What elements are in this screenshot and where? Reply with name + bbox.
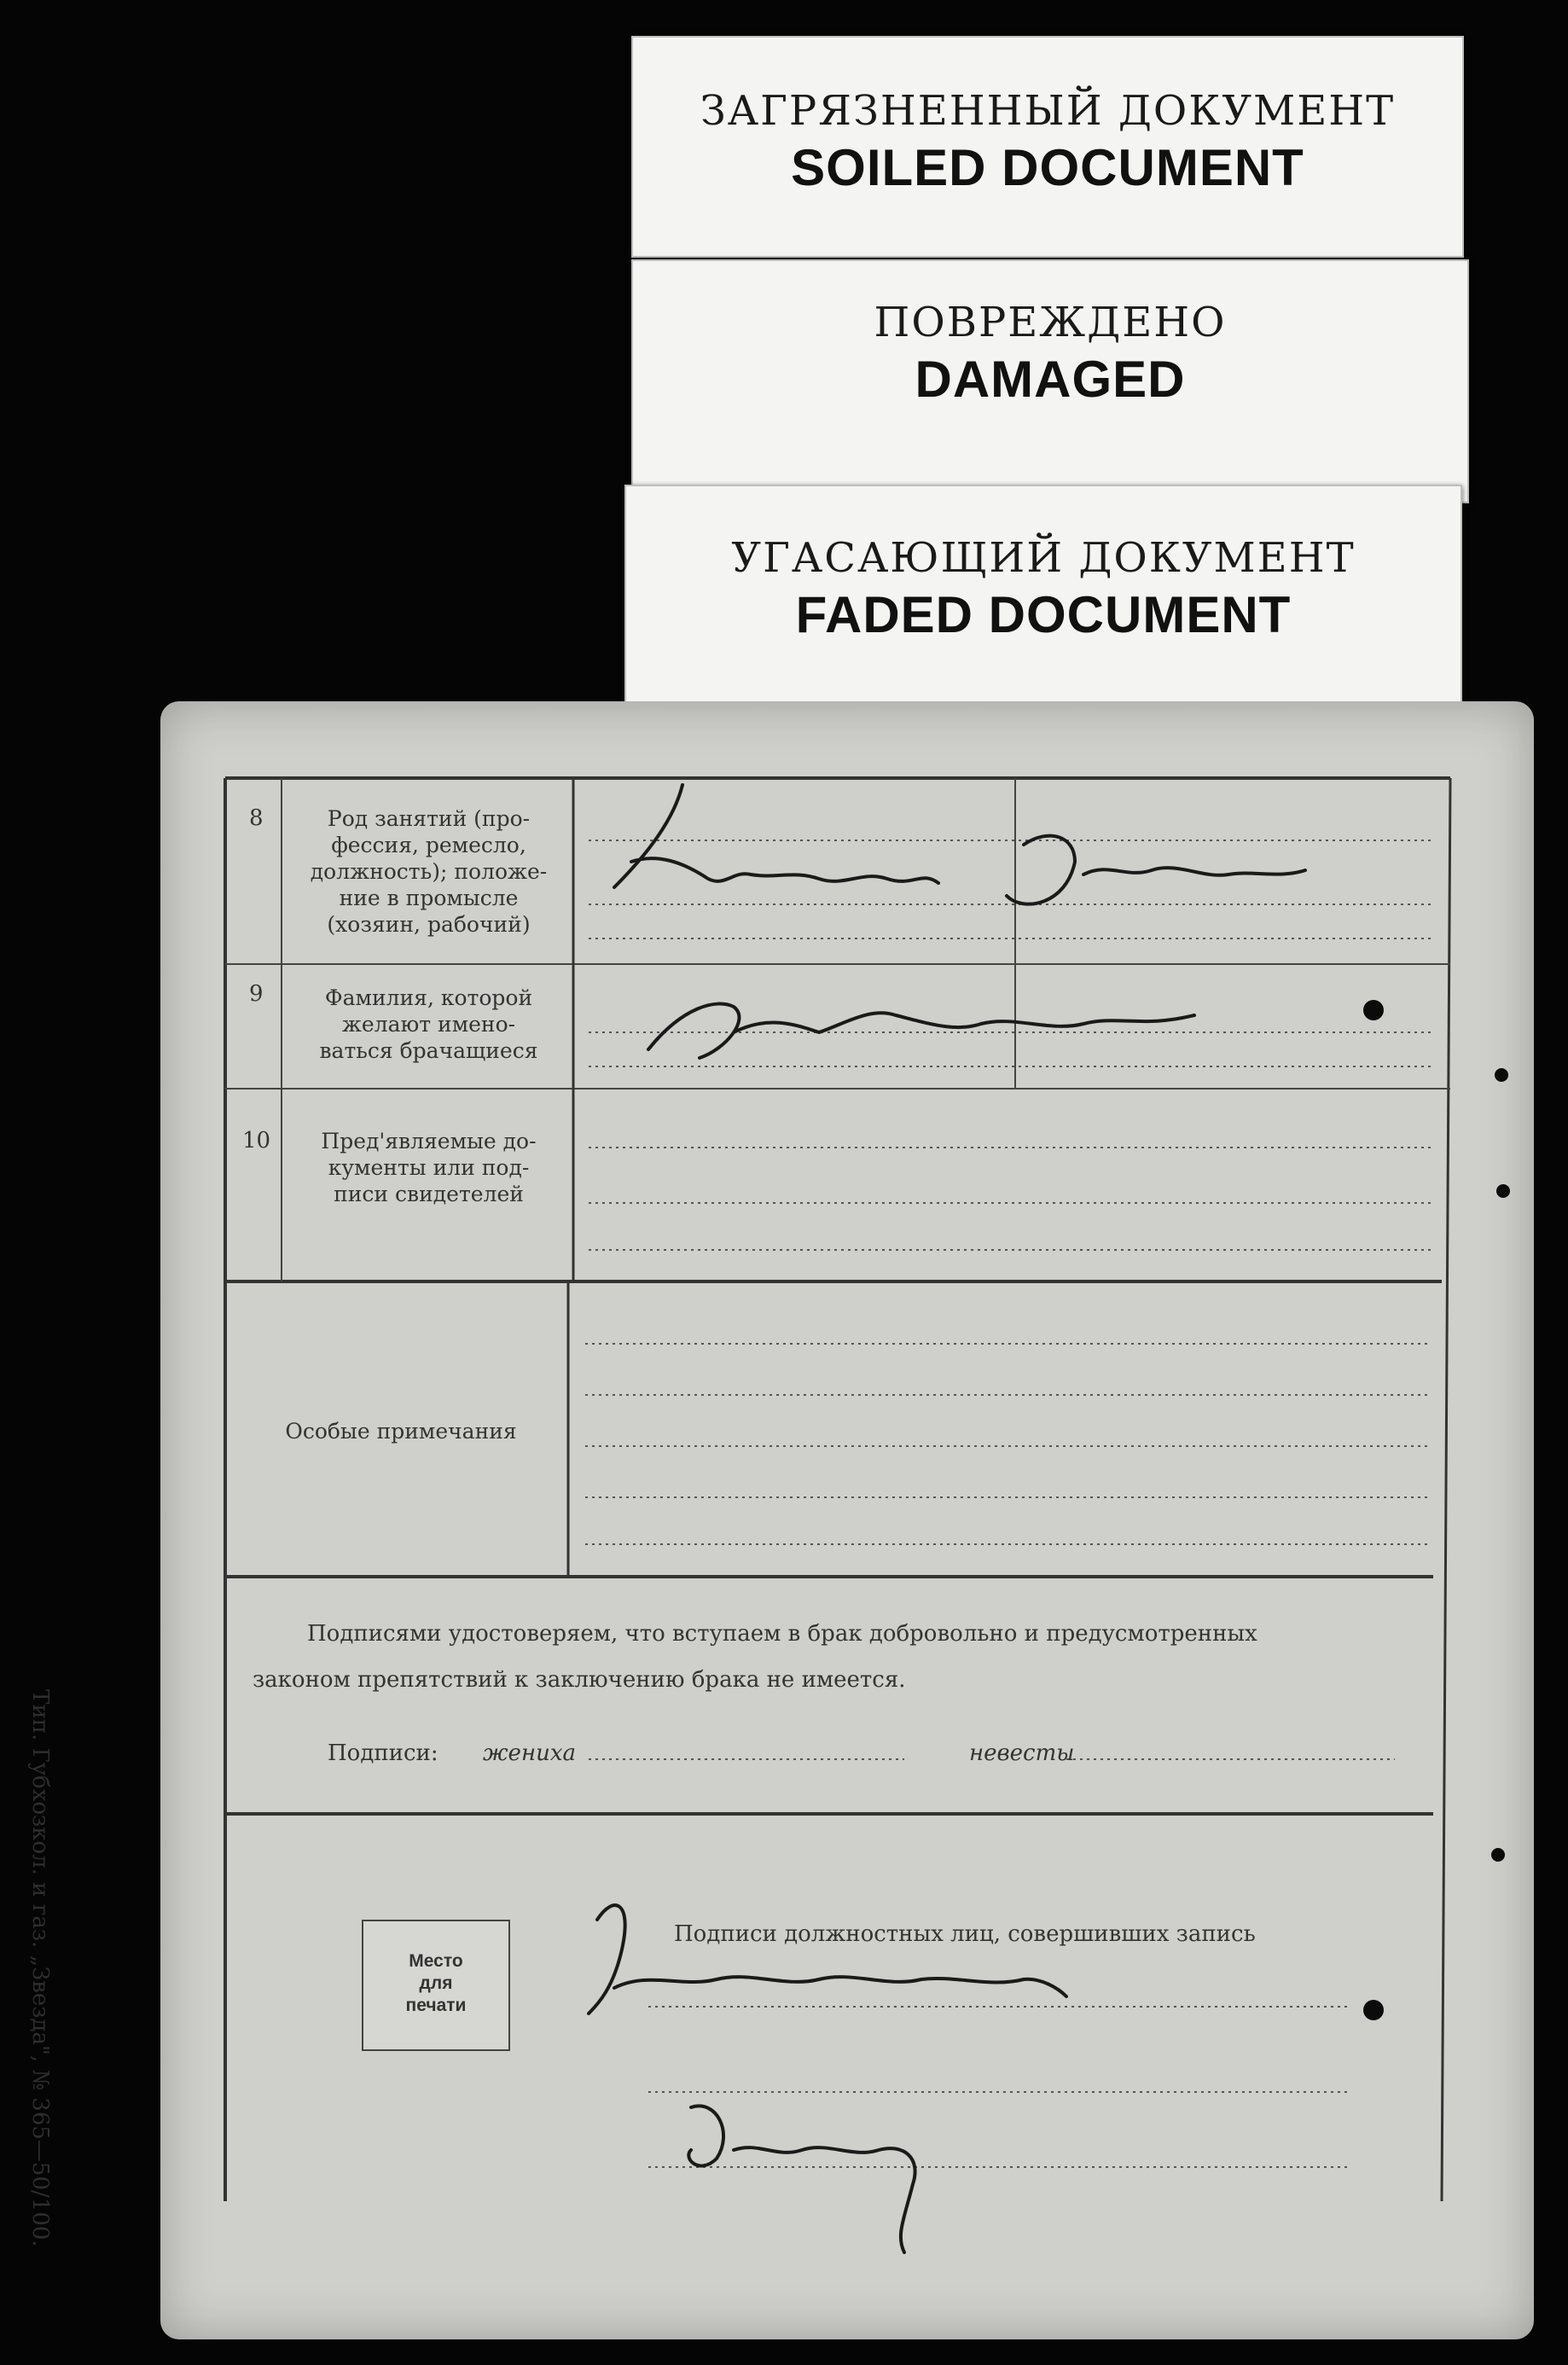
- row-number: 8: [249, 805, 264, 831]
- bride-signature-label: невесты: [969, 1740, 1075, 1766]
- label-en-text: FADED DOCUMENT: [795, 586, 1292, 643]
- row-number: 10: [242, 1128, 271, 1153]
- declaration-text: Подписями удостоверяем, что вступаем в брак добровольно и предусмотренных: [307, 1621, 1257, 1647]
- label-en-text: DAMAGED: [915, 351, 1186, 408]
- label-ru-text: ЗАГРЯЗНЕННЫЙ ДОКУМЕНТ: [700, 87, 1396, 135]
- surname-field-label: Фамилия, которой желают имено- ваться брачащиеся: [319, 985, 538, 1063]
- special-notes-label: Особые примечания: [285, 1419, 517, 1444]
- stamp-placeholder-text: Место для печати: [405, 1951, 467, 2015]
- label-ru-text: УГАСАЮЩИЙ ДОКУМЕНТ: [731, 534, 1356, 582]
- officials-signatures-label: Подписи должностных лиц, совершивших запись: [674, 1921, 1256, 1947]
- label-en-text: SOILED DOCUMENT: [791, 139, 1304, 196]
- row-number: 9: [249, 981, 264, 1007]
- label-ru-text: ПОВРЕЖДЕНО: [874, 299, 1227, 346]
- printer-imprint: Тип. Губхозкол. и газ. „Звезда", № 365—50/100.: [27, 1689, 53, 2247]
- declaration-text-continued: законом препятствий к заключению брака не имеется.: [253, 1667, 906, 1693]
- occupation-field-label: Род занятий (про- фессия, ремесло, должность); положе- ние в промысле (хозяин, рабочий): [310, 806, 548, 937]
- groom-signature-label: жениха: [483, 1740, 576, 1766]
- documents-field-label: Пред'являемые до- кументы или под- писи свидетелей: [321, 1129, 537, 1206]
- stamp-placeholder: [362, 1920, 510, 2051]
- signatures-label: Подписи:: [328, 1740, 438, 1766]
